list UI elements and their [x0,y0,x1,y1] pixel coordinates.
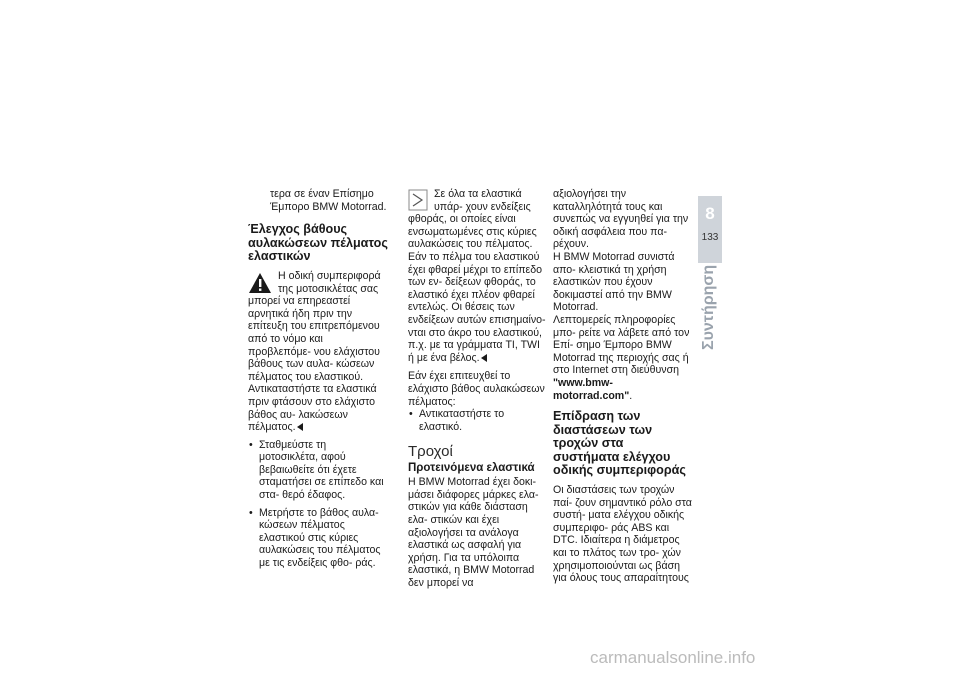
column-2 [408,188,548,590]
note-arrow-icon [408,189,428,211]
period: . [629,389,633,402]
section-side-title [699,264,719,350]
chapter-number: 8 [705,204,715,223]
text-paragraph: αξιολογήσει την καταλληλότητά τους και συνεπώς να εγγυηθεί για την οδική ασφάλεια που πα- ρέχουν. [553,188,689,251]
list-item: • Σταθμεύστε τη μοτοσικλέτα, αφού βεβαιωθείτε ότι έχετε σταματήσει σε επίπεδο και στα- θερό έδαφος. [249,438,384,502]
column-3 [553,188,693,585]
note-text: Σε όλα τα ελαστικά υπάρ- χουν ενδείξεις φθοράς, οι οποίες είναι ενσωματωμένες στις κύριες αυλακώσεις του πέλματος. Εάν το πέλμα του ελαστικού έχει φθαρεί μέχρι το επίπεδο των εν- δείξεων φθοράς, το ελαστικό έχει πλέον φθαρεί εντελώς. Οι θέσεις των ενδείξεων αυτών επισημαίνο- νται στο άκρο του ελαστικού, π.χ. με τα γράμματα TI, TWI ή με ένα βέλος. [408,188,546,364]
min-depth-text: Εάν έχει επιτευχθεί το ελάχιστο βάθος αυλακώσεων πέλματος: [408,370,545,408]
recommended-tyres-heading: Προτεινόμενα ελαστικά [408,462,535,475]
section-title: Συντήρηση [700,264,717,350]
intro-text: τερα σε έναν Επίσημο Έμπορο BMW Motorrad. [270,188,387,213]
list-item: • Αντικαταστήστε το ελαστικό. [409,408,505,433]
note-block [408,188,548,364]
wheel-size-heading: Επίδραση των διαστάσεων των τροχών στα συστήματα ελέγχου οδικής συμπεριφοράς [553,409,686,478]
website-link[interactable]: "www.bmw- motorrad.com" [553,376,630,402]
info-text: Λεπτομερείς πληροφορίες μπο- ρείτε να λάβετε από τον Επί- σημο Έμπορο BMW Motorrad της περιοχής σας ή στο Internet στη διεύθυνση [553,313,690,377]
wheels-section-title: Τροχοί [408,443,453,461]
end-mark-icon [481,354,487,362]
bullet-text: Σταθμεύστε τη μοτοσικλέτα, αφού βεβαιωθείτε ότι έχετε σταματήσει σε επίπεδο και στα- θερό έδαφος. [259,438,384,502]
column-1 [248,188,388,570]
end-mark-icon [297,423,303,431]
bullet-text: Μετρήστε το βάθος αυλα- κώσεων πέλματος ελαστικού στις κύριες αυλακώσεις του πέλματος με τις ενδείξεις φθο- ράς. [259,506,381,570]
bullet-text: Αντικαταστήστε το ελαστικό. [419,408,505,433]
recommended-tyres-text: Η BMW Motorrad έχει δοκι- μάσει διάφορες μάρκες ελα- στικών για κάθε διάσταση ελα- στικών και έχει αξιολογήσει τα ανάλογα ελαστικά ως ασφαλή για χρήση. Για τα υπόλοιπα ελαστικά, η BMW Motorrad δεν μπορεί να [408,476,539,590]
watermark: carmanualsonline.info [590,648,756,667]
warning-text: Η οδική συμπεριφορά της μοτοσικλέτας σας μπορεί να επηρεαστεί αρνητικά ήδη πριν την επίτευξη του επιτρεπόμενου από το νόμο και προβλεπόμε- νου ελάχιστου βάθους των αυλα- κώσεων πέλματος του ελαστικού. Αντικαταστήστε τα ελαστικά πριν φτάσουν στο ελάχιστο βάθος αυ- λακώσεων πέλματος. [248,269,381,434]
text-paragraph [553,314,693,402]
warning-block [248,270,388,434]
text-paragraph: Η BMW Motorrad συνιστά απο- κλειστικά τη χρήση ελαστικών που έχουν δοκιμαστεί από την BMW Motorrad. [553,250,675,314]
tread-depth-heading: Έλεγχος βάθους αυλακώσεων πέλματος ελαστικών [248,222,388,264]
wheel-size-text: Οι διαστάσεις των τροχών παί- ζουν σημαντικό ρόλο στα συστή- ματα ελέγχου οδικής συμπεριφο- ράς ABS και DTC. Ιδιαίτερα η διάμετρος και το πλάτος των τρο- χών χρησιμοποιούνται ως βάση για όλους τους απαραίτητους [553,484,692,585]
page-number: 133 [701,232,719,243]
warning-triangle-icon [248,272,272,294]
chapter-tab [698,196,722,263]
list-item: • Μετρήστε το βάθος αυλα- κώσεων πέλματος ελαστικού στις κύριες αυλακώσεις του πέλματος με τις ενδείξεις φθο- ράς. [249,506,381,570]
